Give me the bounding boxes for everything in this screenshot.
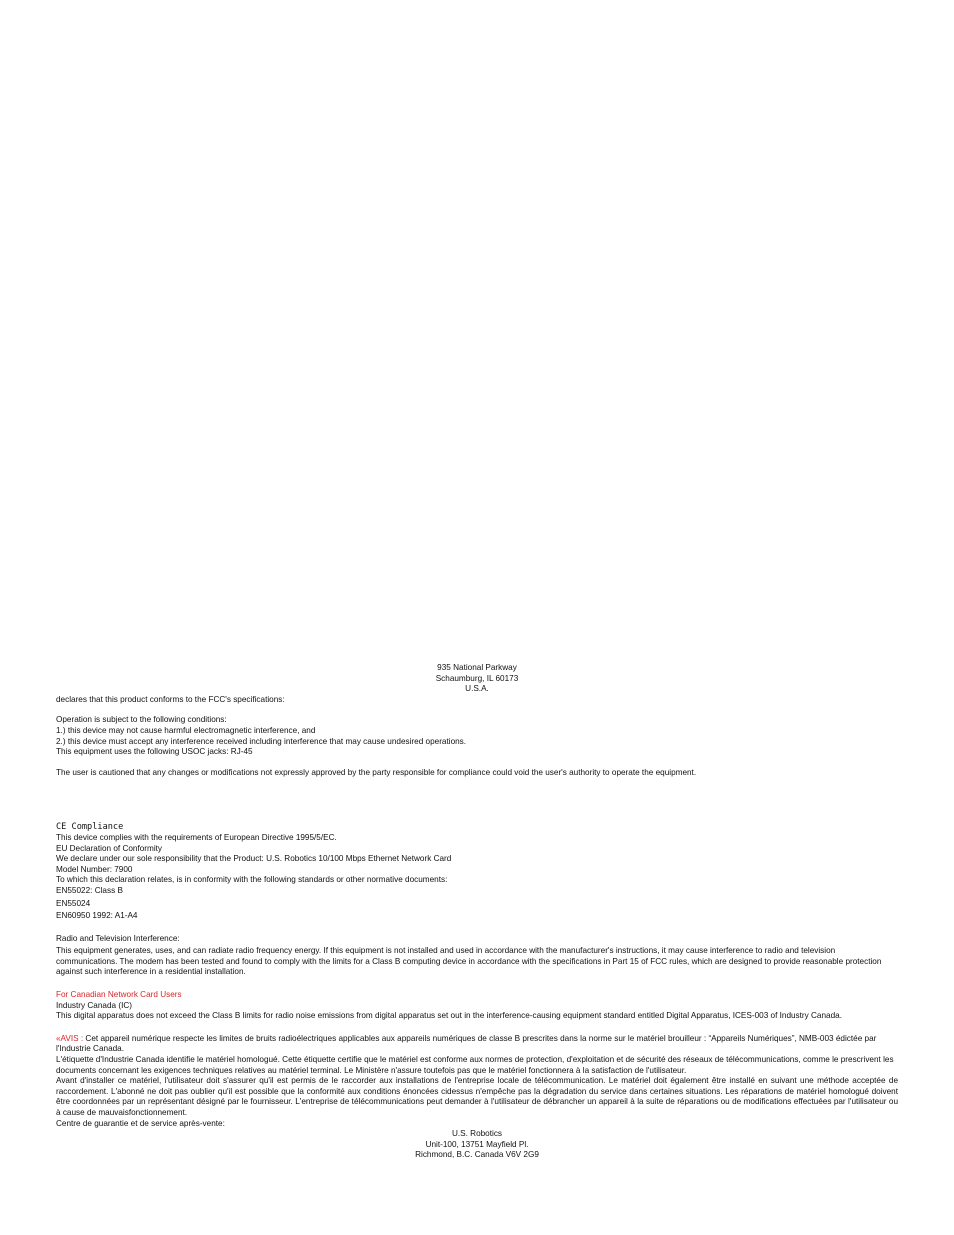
ce-directive: This device complies with the requirements of European Directive 1995/5/EC. [56, 832, 337, 842]
document-page [56, 663, 898, 1161]
address-line: U.S. Robotics [451, 1129, 503, 1139]
ce-compliance-heading: CE Compliance [56, 822, 124, 833]
modification-caution: The user is cautioned that any changes or modifications not expressly approved by the party responsible for compliance could void the user's authority to operate the equipment. [56, 767, 697, 777]
radio-tv-body: This equipment generates, uses, and can radiate radio frequency energy. If this equipment is not installed and used in accordance with the manufacturer's instructions, it may cause interference to radio and television communications. The modem has been tested and found to comply with the limits for a Class B computing device in accordance with the specifications in Part 15 of FCC rules, which are designed to provide reasonable protection against such interference in a residential installation. [56, 946, 882, 977]
avis-paragraph [56, 1034, 898, 1055]
operation-conditions-intro: Operation is subject to the following conditions: [56, 715, 227, 725]
canada-heading: For Canadian Network Card Users [56, 990, 182, 1000]
address-line: Unit-100, 13751 Mayfield Pl. [425, 1139, 529, 1149]
address-line: 935 National Parkway [437, 663, 517, 672]
avis-label-paragraph: L'étiquette d'Industrie Canada identifie le matériel homologué. Cette étiquette certifie que le matériel est conforme aux normes de protection, d'exploitation et de sécurité des réseaux de télécommunications, comme le prescrivent les documents concernant les exigences techniques relatives au matériel terminal. Le Ministère n'assure toutefois pas que le matériel fonctionnera à la satisfaction de l'utilisateur. [56, 1055, 894, 1075]
usoc-jacks: This equipment uses the following USOC jacks: RJ-45 [56, 747, 253, 757]
model-number: Model Number: 7900 [56, 864, 133, 874]
fcc-declaration: declares that this product conforms to the FCC's specifications: [56, 694, 285, 704]
eu-declaration-title: EU Declaration of Conformity [56, 843, 163, 853]
canada-address [56, 1129, 898, 1161]
standard-en60950: EN60950 1992: A1-A4 [56, 911, 138, 921]
service-center-label: Centre de guarantie et de service après-vente: [56, 1118, 225, 1128]
standards-intro: To which this declaration relates, is in conformity with the following standards or other normative documents: [56, 875, 448, 885]
industry-canada: Industry Canada (IC) [56, 1000, 132, 1010]
address-line: Richmond, B.C. Canada V6V 2G9 [415, 1150, 539, 1160]
standard-en55022: EN55022: Class B [56, 885, 123, 895]
standard-en55024: EN55024 [56, 898, 91, 908]
us-address [56, 663, 898, 695]
condition-2: 2.) this device must accept any interference received including interference that may cause undesired operations. [56, 736, 467, 746]
avis-label: «AVIS : [56, 1033, 84, 1043]
condition-1: 1.) this device may not cause harmful electromagnetic interference, and [56, 725, 316, 735]
address-line: U.S.A. [465, 684, 489, 694]
avis-text: Cet appareil numérique respecte les limites de bruits radioélectriques applicables aux appareils numériques de classe B prescrites dans la norme sur le matériel brouilleur : “Appareils Numériques”, NMB-003 édictée par l'Industrie Canada. [56, 1033, 877, 1054]
canada-body: This digital apparatus does not exceed the Class B limits for radio noise emissions from digital apparatus set out in the interference-causing equipment standard entitled Digital Apparatus, ICES-003 of Industry Canada. [56, 1011, 842, 1021]
product-statement: We declare under our sole responsibility that the Product: U.S. Robotics 10/100 Mbps Ethernet Network Card [56, 854, 452, 864]
address-line: Schaumburg, IL 60173 [435, 673, 519, 683]
avis-installation-paragraph: Avant d'installer ce matériel, l'utilisateur doit s'assurer qu'il est permis de le raccorder aux installations de l'entreprise locale de télécommunication. Le matériel doit également être installé en suivant une méthode acceptée de raccordement. L'abonné ne doit pas oublier qu'il est possible que la conformité aux conditions énoncées cidessus n'empêche pas la dégradation du service dans certaines situations. Les réparations de matériel homologué doivent être coordonnées par un représentant désigné par le fournisseur. L'entreprise de télécommunications peut demander à l'utilisateur de débrancher un appareil à la suite de réparations ou de modifications effectuées par l'utilisateur ou à cause de mauvaisfonctionnement. [56, 1076, 898, 1117]
radio-tv-heading: Radio and Television Interference: [56, 933, 180, 943]
